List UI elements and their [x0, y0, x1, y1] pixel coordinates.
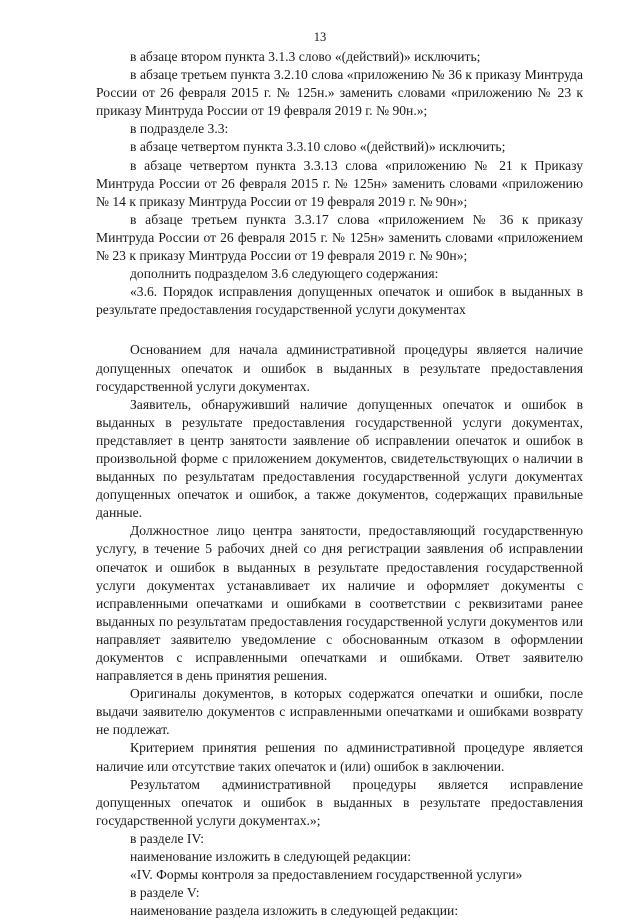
paragraph-top-5: в абзаце четвертом пункта 3.3.13 слова «приложению № 21 к Приказу Минтруда России от 26 февраля 2015 г. № 125н» заменить словами «приложению № 14 к приказу Минтруда России от 19 февраля 2019 г. № 90н»; — [96, 157, 583, 209]
paragraph-main-4: Оригиналы документов, в которых содержатся опечатки и ошибки, после выдачи заявителю документов с исправленными опечатками и ошибками возврату не подлежат. — [96, 686, 583, 738]
paragraph-top-3: в подразделе 3.3: — [130, 121, 229, 137]
paragraph-top-7: дополнить подразделом 3.6 следующего содержания: — [130, 266, 439, 282]
page-number: 13 — [313, 30, 327, 44]
paragraph-main-3: Должностное лицо центра занятости, предоставляющий государственную услугу, в течение 5 рабочих дней со дня регистрации заявления об исправлении опечаток и ошибок в выданных в результате предоставления государственной услуги документах устанавливает их наличие и оформляет документы с исправленными опечатками и ошибками в соответствии с реквизитами ранее выданных по результатам предоставления государственной услуги документов или направляет заявителю уведомление с обоснованным отказом в оформлении документов с исправленными опечатками и ошибками. Ответ заявителю направляется в день принятия решения. — [96, 523, 583, 684]
section-spacer — [96, 319, 583, 341]
paragraph-top-4: в абзаце четвертом пункта 3.3.10 слово «(действий)» исключить; — [130, 139, 506, 155]
paragraph-main-1: Основанием для начала административной процедуры является наличие допущенных опечаток и ошибок в выданных в результате предоставления государственной услуги документах. — [96, 342, 583, 394]
subsection-heading-3-6: «3.6. Порядок исправления допущенных опечаток и ошибок в выданных в результате предоставления государственной услуги документах — [96, 284, 583, 318]
document-body — [96, 48, 583, 920]
paragraph-main-11: наименование раздела изложить в следующей редакции: — [130, 903, 459, 919]
paragraph-main-9: «IV. Формы контроля за предоставлением государственной услуги» — [130, 867, 523, 883]
paragraph-top-6: в абзаце третьем пункта 3.3.17 слова «приложением № 36 к приказу Минтруда России от 26 февраля 2015 г. № 125н» заменить словами «приложением № 23 к приказу Минтруда России от 19 февраля 2019 г. № 90н»; — [96, 211, 583, 264]
paragraph-main-6: Результатом административной процедуры является исправление допущенных опечаток и ошибок в выданных в результате предоставления государственной услуги документах.»; — [96, 776, 583, 828]
paragraph-top-2: в абзаце третьем пункта 3.2.10 слова «приложению № 36 к приказу Минтруда России от 26 февраля 2015 г. № 125н.» заменить словами «приложению № 23 к приказу Минтруда России от 19 февраля 2019 г. № 90н.»; — [96, 67, 583, 119]
paragraph-main-5: Критерием принятия решения по административной процедуре является наличие или отсутствие таких опечаток и (или) ошибок в заключении. — [96, 740, 583, 774]
paragraph-main-2: Заявитель, обнаруживший наличие допущенных опечаток и ошибок в выданных в результате предоставления государственной услуги документах, представляет в центр занятости заявление об исправлении опечаток и ошибок в произвольной форме с приложением документов, свидетельствующих о наличии в выданных по результатам предоставления государственной услуги документах допущенных опечаток и ошибок, а также документов, содержащих правильные данные. — [96, 396, 583, 521]
paragraph-main-7: в разделе IV: — [130, 830, 205, 846]
paragraph-main-10: в разделе V: — [130, 885, 200, 901]
paragraph-top-1: в абзаце втором пункта 3.1.3 слово «(действий)» исключить; — [130, 49, 481, 64]
paragraph-main-8: наименование изложить в следующей редакции: — [130, 849, 411, 865]
